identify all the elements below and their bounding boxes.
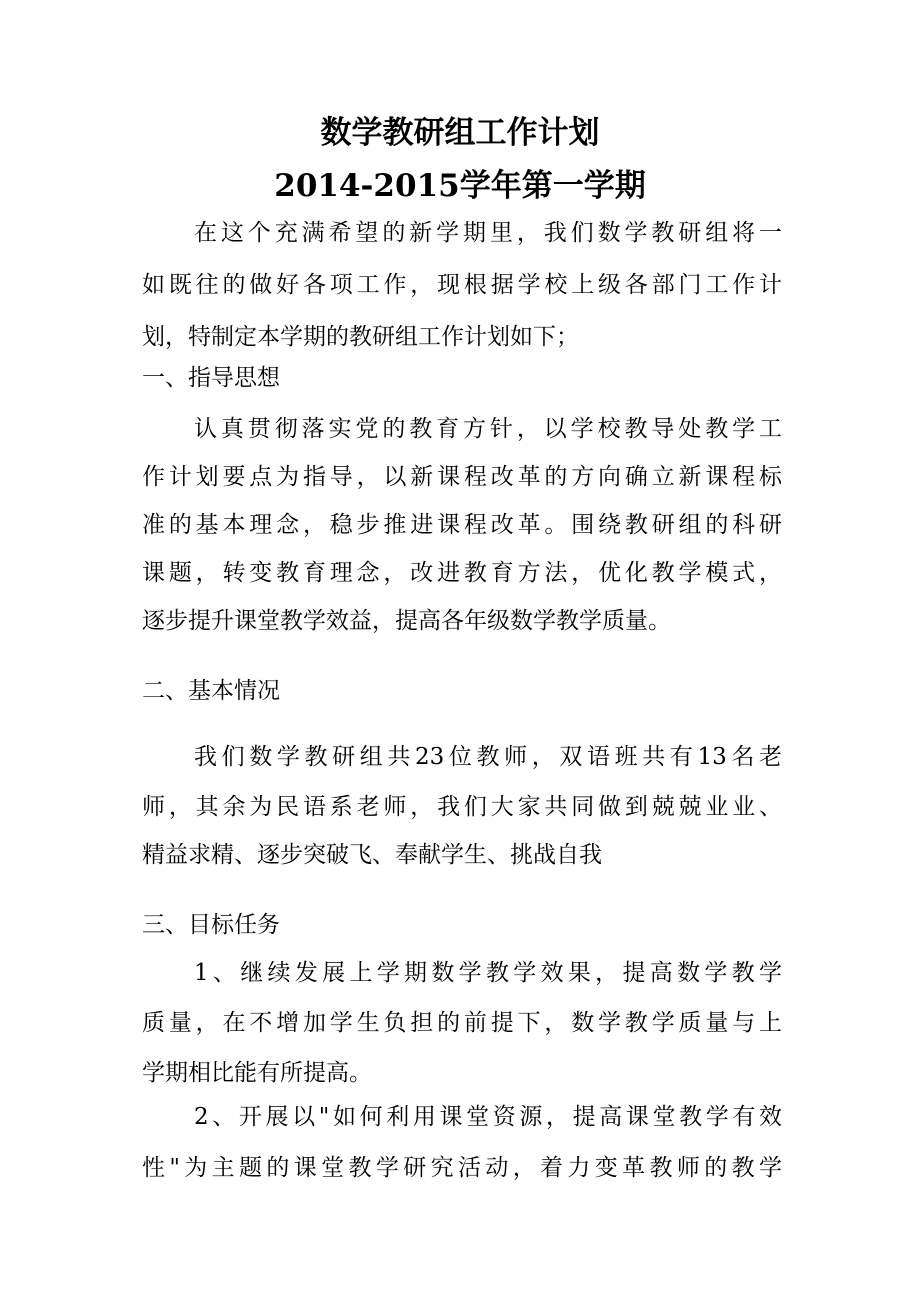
paragraph-line: 学期相比能有所提高。: [142, 1060, 372, 1086]
paragraph-line: 课题，转变教育理念，改进教育方法，优化教学模式，: [142, 560, 782, 586]
paragraph-line: 精益求精、逐步突破飞、奉献学生、挑战自我: [142, 842, 602, 868]
paragraph-line: 认真贯彻落实党的教育方针，以学校教导处教学工: [194, 416, 782, 442]
document-subtitle: 2014-2015学年第一学期: [274, 168, 646, 204]
paragraph-line: 我们数学教研组共23位教师，双语班共有13名老: [194, 744, 782, 770]
section-heading-goals-tasks: 三、目标任务: [142, 912, 280, 938]
section-heading-guiding-ideology: 一、指导思想: [142, 365, 280, 391]
paragraph-line: 作计划要点为指导，以新课程改革的方向确立新课程标: [142, 464, 782, 490]
paragraph-line: 质量，在不增加学生负担的前提下，数学教学质量与上: [142, 1010, 782, 1036]
document-title: 数学教研组工作计划: [320, 115, 600, 151]
intro-line: 划，特制定本学期的教研组工作计划如下；: [142, 324, 579, 350]
paragraph-line: 准的基本理念，稳步推进课程改革。围绕教研组的科研: [142, 512, 782, 538]
paragraph-line: 性"为主题的课堂教学研究活动，着力变革教师的教学: [142, 1155, 782, 1181]
section-heading-basic-situation: 二、基本情况: [142, 678, 280, 704]
paragraph-line: 逐步提升课堂教学效益，提高各年级数学教学质量。: [142, 608, 671, 634]
intro-line: 如既往的做好各项工作，现根据学校上级各部门工作计: [142, 272, 782, 298]
paragraph-line: 2、开展以"如何利用课堂资源，提高课堂教学有效: [194, 1104, 782, 1130]
paragraph-line: 1、继续发展上学期数学教学效果，提高数学教学: [194, 960, 782, 986]
paragraph-line: 师，其余为民语系老师，我们大家共同做到兢兢业业、: [142, 794, 782, 820]
intro-line: 在这个充满希望的新学期里，我们数学教研组将一: [194, 220, 782, 246]
